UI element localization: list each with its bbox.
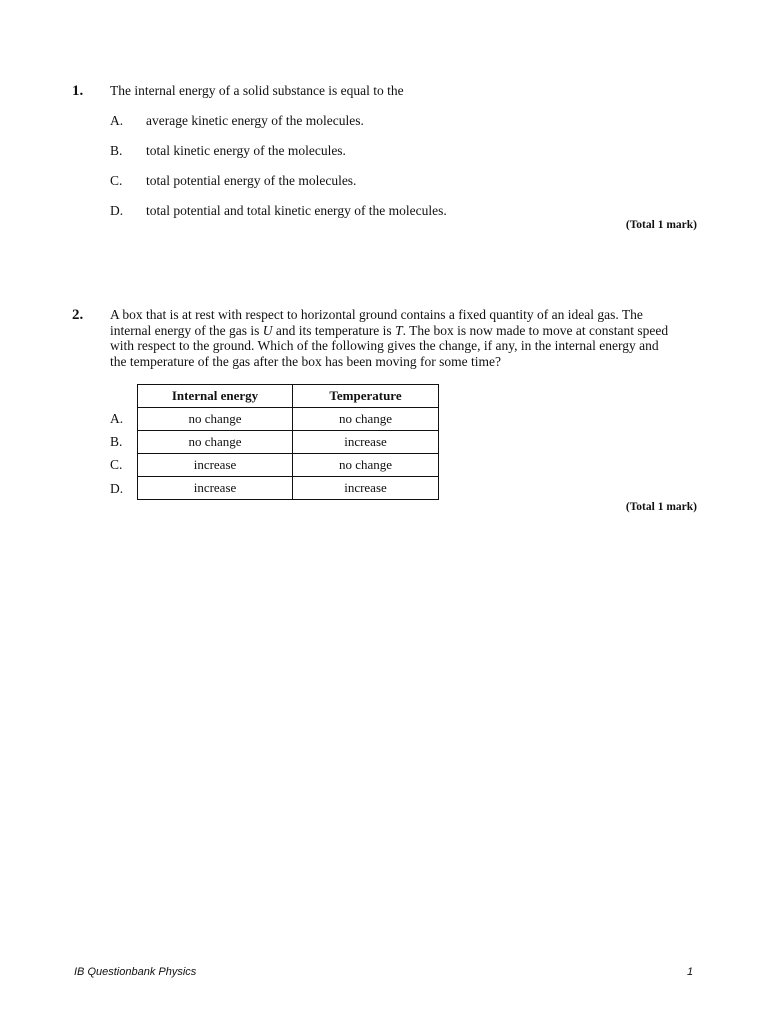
- option-letter: C.: [110, 173, 123, 188]
- question-text: The internal energy of a solid substance is equal to the: [110, 83, 404, 98]
- option-c: [110, 173, 356, 189]
- option-d: [110, 203, 447, 219]
- option-a: [110, 113, 364, 129]
- question-2: [72, 307, 697, 522]
- option-text: total potential and total kinetic energy of the molecules.: [146, 203, 447, 218]
- table-header: Internal energy: [138, 385, 293, 408]
- question-text-part: . The box is now made to move at constant speed with respect to the ground. Which of the following gives the change, if any, in the internal energy and the temperature of the gas after the box has been moving for some time?: [110, 322, 669, 369]
- table-cell: no change: [138, 408, 293, 431]
- option-text: average kinetic energy of the molecules.: [146, 113, 364, 128]
- table-cell: no change: [293, 454, 439, 477]
- question-text: [110, 307, 670, 369]
- row-label-c: C.: [110, 457, 123, 472]
- table-row: [138, 477, 439, 500]
- question-number: 2.: [72, 307, 84, 323]
- row-label-d: D.: [110, 481, 124, 496]
- table-cell: no change: [293, 408, 439, 431]
- option-b: [110, 143, 346, 159]
- row-label-b: B.: [110, 434, 123, 449]
- option-text: total kinetic energy of the molecules.: [146, 143, 346, 158]
- table-cell: increase: [293, 431, 439, 454]
- option-letter: B.: [110, 143, 123, 158]
- question-number: 1.: [72, 83, 84, 99]
- question-1: [72, 83, 697, 243]
- table-header-row: [138, 385, 439, 408]
- option-letter: A.: [110, 113, 124, 128]
- table-cell: increase: [138, 477, 293, 500]
- table-row: [138, 431, 439, 454]
- table-row: [138, 408, 439, 431]
- footer-title: IB Questionbank Physics: [74, 966, 197, 978]
- table-cell: increase: [138, 454, 293, 477]
- question-text-part: A box that is at rest with respect to horizontal ground contains a fixed quantity of an ideal gas. The internal energy of the gas is: [110, 307, 643, 338]
- table-row: [138, 454, 439, 477]
- table-header: Temperature: [293, 385, 439, 408]
- table-cell: increase: [293, 477, 439, 500]
- row-label-a: A.: [110, 411, 124, 426]
- question-text-part: and its temperature is: [272, 322, 396, 338]
- symbol-u: U: [262, 322, 273, 338]
- table-cell: no change: [138, 431, 293, 454]
- total-mark: (Total 1 mark): [625, 501, 697, 513]
- total-mark: (Total 1 mark): [625, 219, 697, 231]
- option-text: total potential energy of the molecules.: [146, 173, 357, 188]
- symbol-t: T: [395, 322, 403, 338]
- answer-table: [137, 384, 439, 500]
- page-number: 1: [687, 966, 694, 978]
- option-letter: D.: [110, 203, 124, 218]
